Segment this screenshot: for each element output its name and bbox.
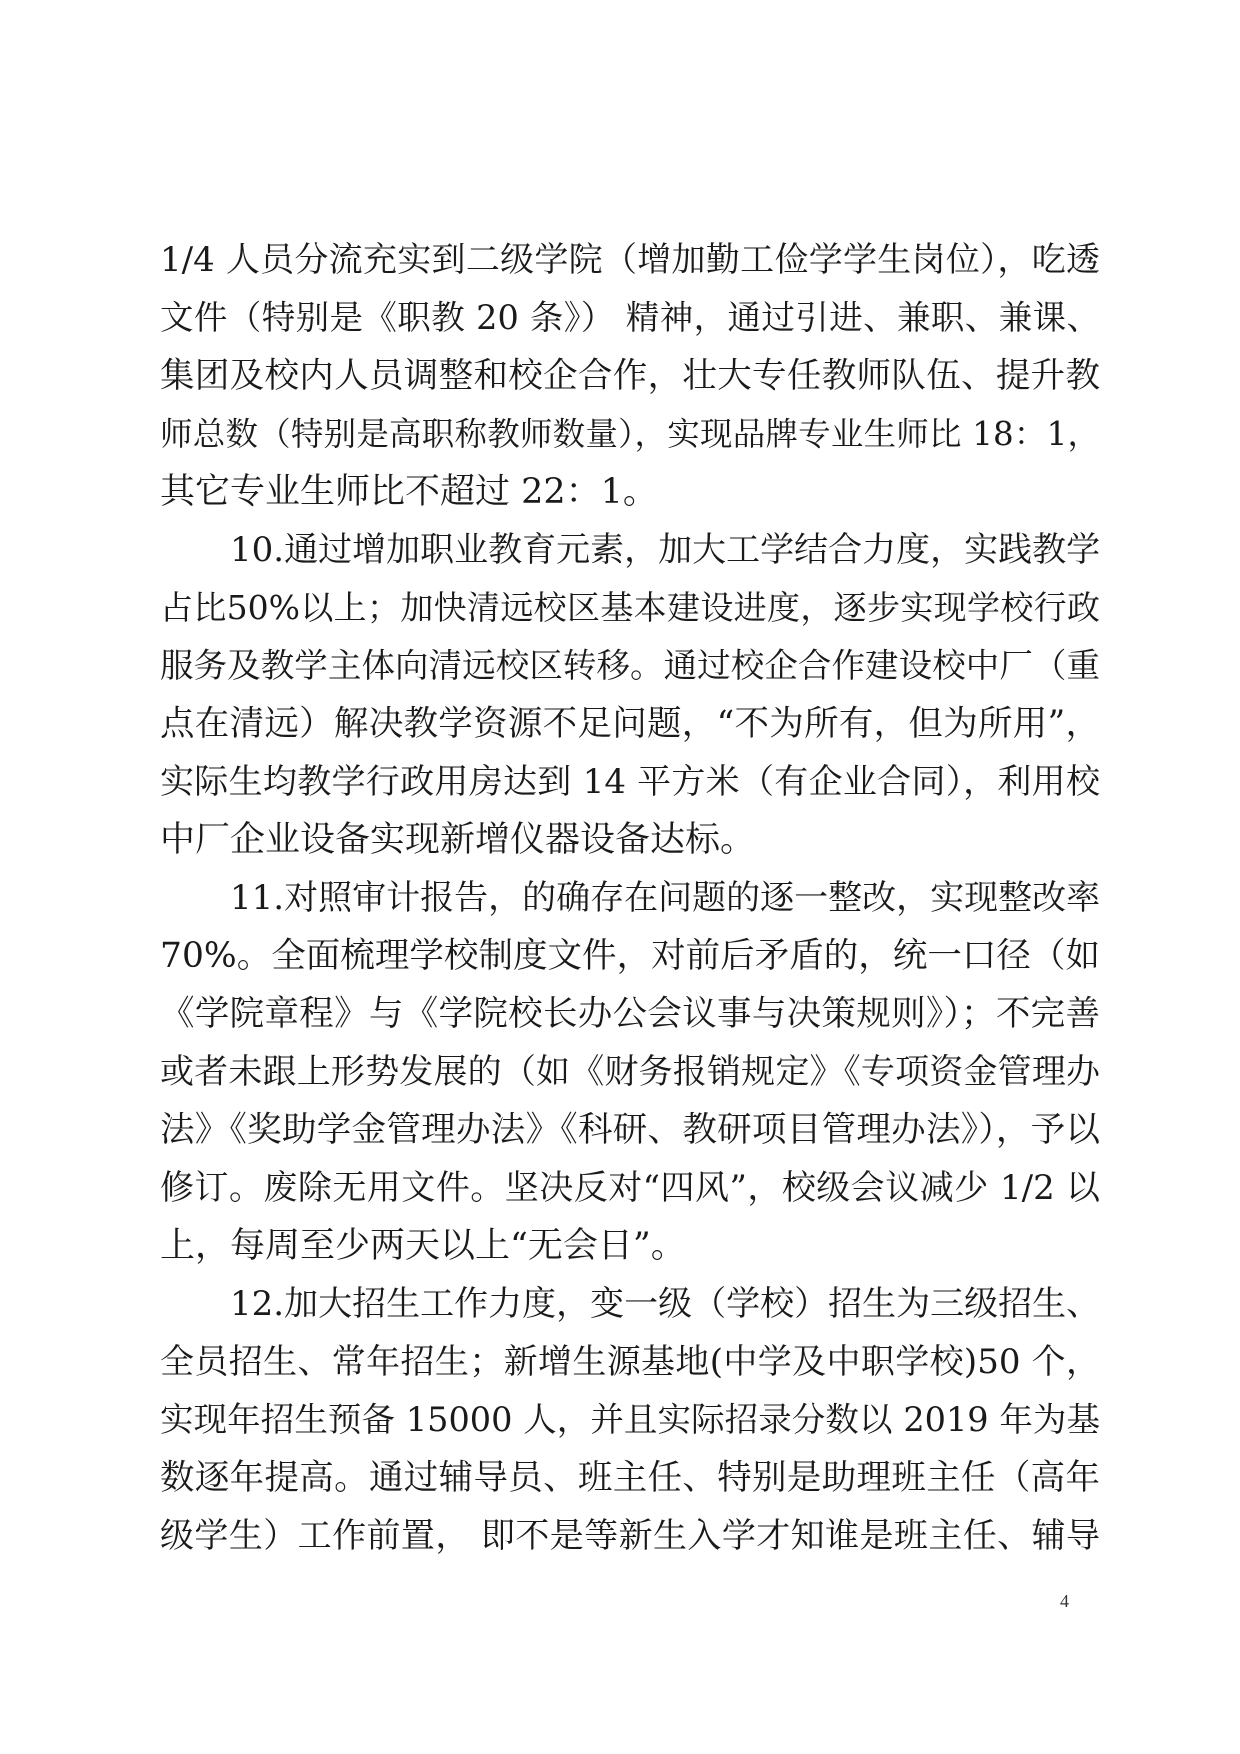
text-line-15: 或者未跟上形势发展的（如《财务报销规定》《专项资金管理办 <box>160 1052 1100 1092</box>
text-line-13: 70%。全面梳理学校制度文件，对前后矛盾的，统一口径（如 <box>160 936 1100 976</box>
page-number: 4 <box>1060 1591 1069 1611</box>
text-line-22: 数逐年提高。通过辅导员、班主任、特别是助理班主任（高年 <box>160 1458 1100 1498</box>
text-line-14: 《学院章程》与《学院校长办公会议事与决策规则》）；不完善 <box>160 994 1100 1034</box>
text-line-7: 占比50%以上；加快清远校区基本建设进度，逐步实现学校行政 <box>160 588 1100 627</box>
text-line-4: 师总数（特别是高职称教师数量），实现品牌专业生师比 18：1， <box>160 415 1100 453</box>
text-line-5: 其它专业生师比不超过 22：1。 <box>160 472 658 512</box>
text-line-10: 实际生均教学行政用房达到 14 平方米（有企业合同），利用校 <box>160 762 1100 802</box>
text-line-11: 中厂企业设备实现新增仪器设备达标。 <box>160 820 756 860</box>
text-line-23: 级学生）工作前置， 即不是等新生入学才知谁是班主任、辅导 <box>160 1516 1100 1556</box>
paragraph-10-start: 10.通过增加职业教育元素，加大工学结合力度，实践教学 <box>230 530 1101 570</box>
text-line-3: 集团及校内人员调整和校企合作，壮大专任教师队伍、提升教 <box>160 356 1100 396</box>
text-line-20: 全员招生、常年招生；新增生源基地(中学及中职学校)50 个， <box>160 1342 1100 1382</box>
text-line-16: 法》《奖助学金管理办法》《科研、教研项目管理办法》），予以 <box>160 1110 1100 1150</box>
text-line-18: 上，每周至少两天以上“无会日”。 <box>160 1226 686 1266</box>
text-line-17: 修订。废除无用文件。坚决反对“四风”，校级会议减少 1/2 以 <box>160 1168 1100 1208</box>
text-line-9: 点在清远）解决教学资源不足问题，“不为所有，但为所用”， <box>160 704 1100 744</box>
text-line-2: 文件（特别是《职教 20 条》） 精神，通过引进、兼职、兼课、 <box>160 298 1100 337</box>
paragraph-11-start: 11.对照审计报告，的确存在问题的逐一整改，实现整改率 <box>230 878 1101 918</box>
paragraph-12-start: 12.加大招生工作力度，变一级（学校）招生为三级招生、 <box>230 1284 1101 1324</box>
text-line-21: 实现年招生预备 15000 人，并且实际招录分数以 2019 年为基 <box>160 1400 1100 1439</box>
text-line-1: 1/4 人员分流充实到二级学院（增加勤工俭学学生岗位），吃透 <box>160 240 1100 280</box>
text-line-8: 服务及教学主体向清远校区转移。通过校企合作建设校中厂（重 <box>160 646 1100 685</box>
